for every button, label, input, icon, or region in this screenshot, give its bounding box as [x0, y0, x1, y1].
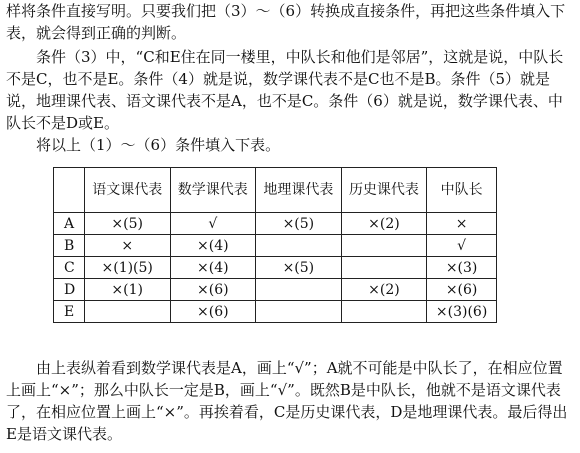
- condition-table: [53, 167, 497, 323]
- table-cell: ×(2): [341, 279, 427, 301]
- table-row: [54, 257, 497, 279]
- table-header-row: [54, 168, 497, 213]
- table-cell: ×(3)(6): [427, 301, 497, 323]
- paragraph-conclusion: 由上表纵着看到数学课代表是A，画上“√”；A就不可能是中队长了，在相应位置上画上“×”；那么中队长一定是B，画上“√”。既然B是中队长，他就不是语文课代表了，在相应位置上画上“×”。再挨着看，C是历史课代表，D是地理课代表。最后得出E是语文课代表。: [6, 359, 568, 443]
- row-label: A: [54, 213, 85, 235]
- table-cell: [256, 301, 342, 323]
- table-cell: [341, 235, 427, 257]
- table-cell: ×(6): [170, 301, 256, 323]
- table-cell: [256, 235, 342, 257]
- table-cell: √: [427, 235, 497, 257]
- table-cell: ×(6): [170, 279, 256, 301]
- table-header-chinese-rep: 语文课代表: [84, 168, 170, 213]
- table-cell: [84, 301, 170, 323]
- table-header-math-rep: 数学课代表: [170, 168, 256, 213]
- table-cell: ×: [427, 213, 497, 235]
- row-label: D: [54, 279, 85, 301]
- table-header-geography-rep: 地理课代表: [256, 168, 342, 213]
- table-cell: [256, 279, 342, 301]
- table-cell: ×(5): [256, 213, 342, 235]
- table-cell: ×(1)(5): [84, 257, 170, 279]
- paragraph-intro: 样将条件直接写明。只要我们把（3）～（6）转换成直接条件，再把这些条件填入下表，就会得到正确的判断。: [6, 2, 566, 42]
- table-cell: ×(4): [170, 235, 256, 257]
- row-label: C: [54, 257, 85, 279]
- row-label: B: [54, 235, 85, 257]
- table-header-history-rep: 历史课代表: [341, 168, 427, 213]
- paragraph-fill-table: 将以上（1）～（6）条件填入下表。: [36, 136, 281, 154]
- table-cell: ×(2): [341, 213, 427, 235]
- table-row: [54, 301, 497, 323]
- table-cell: ×(3): [427, 257, 497, 279]
- table-cell: [341, 257, 427, 279]
- table-cell: ×(4): [170, 257, 256, 279]
- table-row: [54, 235, 497, 257]
- table-cell: ×(5): [256, 257, 342, 279]
- table-cell: ×(5): [84, 213, 170, 235]
- table-cell: √: [170, 213, 256, 235]
- table-cell: ×(6): [427, 279, 497, 301]
- table-cell: ×: [84, 235, 170, 257]
- table-cell: ×(1): [84, 279, 170, 301]
- row-label: E: [54, 301, 85, 323]
- table-header-squadron-leader: 中队长: [427, 168, 497, 213]
- table-row: [54, 279, 497, 301]
- table-cell: [341, 301, 427, 323]
- table-row: [54, 213, 497, 235]
- table-header-corner: [54, 168, 85, 213]
- paragraph-conditions: 条件（3）中，“C和E住在同一楼里，中队长和他们是邻居”，这就是说，中队长不是C，也不是E。条件（4）就是说，数学课代表不是C也不是B。条件（5）就是说，地理课代表、语文课代表不是A，也不是C。条件（6）就是说，数学课代表、中队长不是D或E。: [6, 48, 564, 132]
